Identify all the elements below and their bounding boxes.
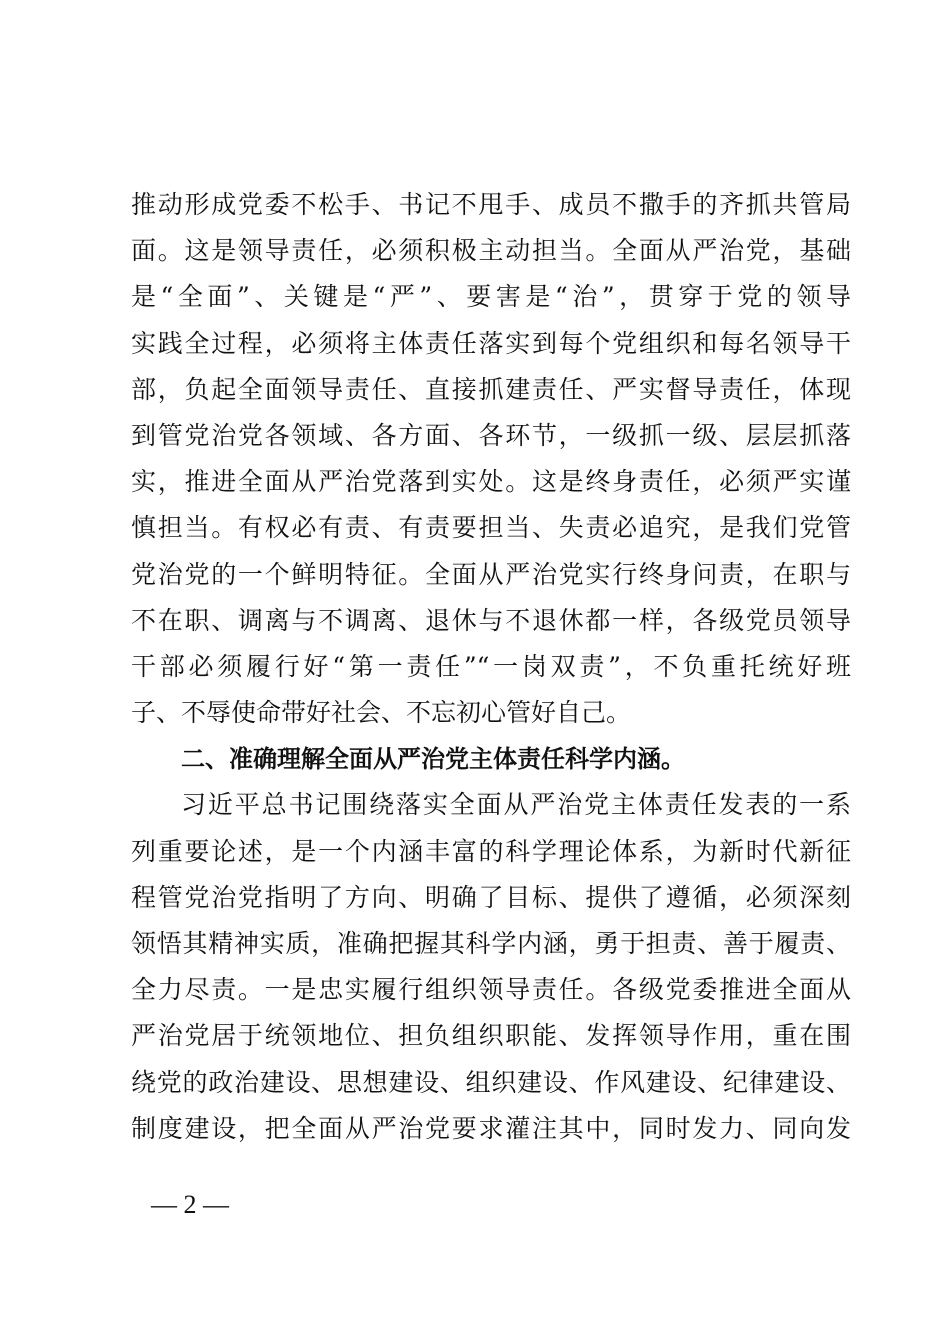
text-line: 子、不辱使命带好社会、不忘初心管好自己。 <box>131 698 632 728</box>
text-line: 面。这是领导责任，必须积极主动担当。全面从严治党，基础 <box>131 236 851 266</box>
text-line: 慎担当。有权必有责、有责要担当、失责必追究，是我们党管 <box>131 513 851 543</box>
text-line: 实，推进全面从严治党落到实处。这是终身责任，必须严实谨 <box>131 467 851 497</box>
text-line: 是“全面”、关键是“严”、要害是“治”，贯穿于党的领导 <box>131 282 851 312</box>
page-number: — 2 — <box>151 1190 229 1219</box>
text-line: 列重要论述，是一个内涵丰富的科学理论体系，为新时代新征 <box>131 836 851 866</box>
text-line: 制度建设，把全面从严治党要求灌注其中，同时发力、同向发 <box>131 1113 851 1143</box>
text-line: 程管党治党指明了方向、明确了目标、提供了遵循，必须深刻 <box>131 882 851 912</box>
text-line: 干部必须履行好“第一责任”“一岗双责”，不负重托统好班 <box>131 651 851 681</box>
text-line: 不在职、调离与不调离、退休与不退休都一样，各级党员领导 <box>131 605 851 635</box>
text-line: 到管党治党各领域、各方面、各环节，一级抓一级、层层抓落 <box>131 420 851 450</box>
document-body <box>131 182 851 1152</box>
text-line: 实践全过程，必须将主体责任落实到每个党组织和每名领导干 <box>131 328 851 358</box>
text-line: 严治党居于统领地位、担负组织职能、发挥领导作用，重在围 <box>131 1021 851 1051</box>
text-line: 领悟其精神实质，准确把握其科学内涵，勇于担责、善于履责、 <box>131 929 851 958</box>
text-line: 全力尽责。一是忠实履行组织领导责任。各级党委推进全面从 <box>131 975 851 1005</box>
section-heading: 二、准确理解全面从严治党主体责任科学内涵。 <box>181 745 685 774</box>
text-line: 绕党的政治建设、思想建设、组织建设、作风建设、纪律建设、 <box>131 1067 851 1097</box>
text-line: 党治党的一个鲜明特征。全面从严治党实行终身问责，在职与 <box>131 559 851 589</box>
text-line: 部，负起全面领导责任、直接抓建责任、严实督导责任，体现 <box>131 374 851 404</box>
text-line: 习近平总书记围绕落实全面从严治党主体责任发表的一系 <box>181 790 851 820</box>
text-line: 推动形成党委不松手、书记不甩手、成员不撒手的齐抓共管局 <box>131 190 851 219</box>
